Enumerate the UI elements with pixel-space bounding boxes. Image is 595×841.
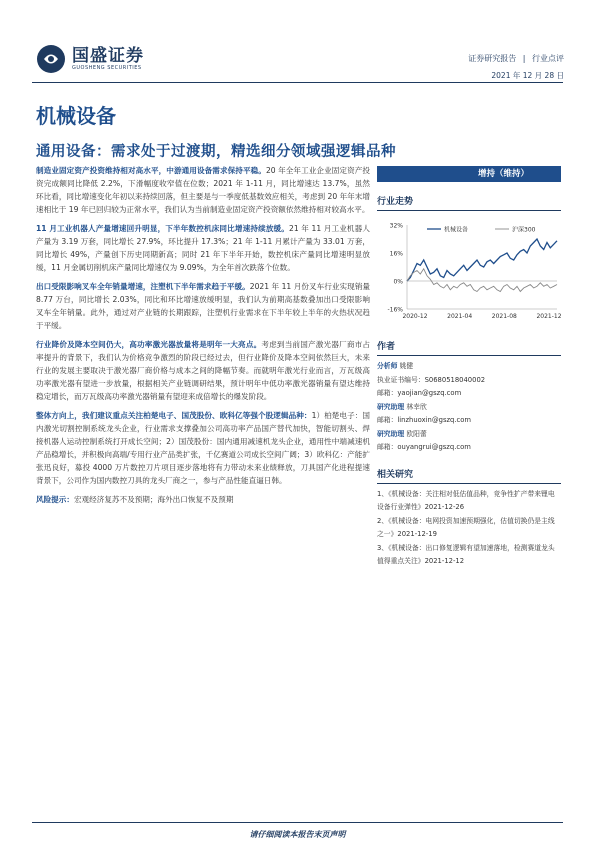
paragraph-text: 1）柏楚电子：国内激光切割控制系统龙头企业，行业需求支撑叠加公司高功率产品国产替代加快，智能切割头、焊接机器人运动控制系统打开成长空间；2）国茂股份：国内通用减速机龙头企业，通用性中端减速机产品稳增长，并积极向高端/专用行业产品类扩张，千亿赛道公司成长空间广阔；3）欧科亿：产能扩张迅良好，募投 4000 万片数控刀片项目逐步落地将有力带动未来业绩释放，刀具国产化进程提速背景下，公司作为国内数控刀具的龙头厂商之一，参与产品性能直逼日韩。 — [36, 411, 370, 485]
paragraph — [36, 222, 370, 274]
header-rule — [32, 82, 563, 83]
series-line-machinery — [407, 239, 557, 281]
author-role: 邮箱： — [377, 416, 398, 424]
author-role: 分析师 — [377, 362, 398, 370]
paragraph — [36, 280, 370, 332]
paragraph — [36, 338, 370, 403]
paragraph-lead: 11 月工业机器人产量增速回升明显，下半年数控机床同比增速持续放缓。 — [36, 224, 290, 233]
author-line — [377, 374, 561, 388]
trend-chart — [377, 217, 561, 327]
author-role: 邮箱： — [377, 389, 398, 397]
author-line — [377, 401, 561, 415]
related-item[interactable]: 3、《机械设备：出口修复逻辑有望加速落地，检测赛道龙头值得重点关注》2021-12-12 — [377, 543, 555, 565]
y-tick-label: 16% — [389, 250, 403, 258]
author-role: 研究助理 — [377, 402, 405, 411]
paragraph-text: 考虑到当前国产激光器厂商市占率提升的背景下，我们认为价格竞争激烈的阶段已经过去，但行业降价及降本空间依然巨大，未来行业的发展主要取决于激光器厂商价格与成本之间的降幅节奏。而就明年激光行业而言，万瓦级高功率激光器有望进一步放量，根据相关产业链调研结果，预计明年中低功率激光器销量有望达维持稳定增长，而万瓦级高功率激光器销量有望迎来成倍增长的爆发阶段。 — [36, 340, 370, 401]
sidebar — [377, 166, 561, 569]
report-type: 证券研究报告 — [468, 54, 517, 63]
paragraph — [36, 409, 370, 487]
author-role: 执业证书编号： — [377, 375, 425, 384]
author-email: linzhuoxin@gszq.com — [397, 416, 472, 424]
logo-en-text: GUOSHENG SECURITIES — [72, 65, 142, 71]
author-role: 研究助理 — [377, 429, 405, 438]
author-name: 姚健 — [399, 362, 414, 370]
related-list — [377, 488, 561, 569]
author-name: 林幸欣 — [406, 402, 427, 411]
author-line — [377, 360, 561, 374]
y-tick-label: 0% — [393, 278, 403, 286]
paragraph-text: 宏观经济复苏不及预期；海外出口恢复不及预期 — [73, 495, 234, 504]
guosheng-logo-icon — [36, 44, 66, 74]
paragraph-text: 20 年全年工业企业固定资产投资完成额同比降低 2.2%，下滑幅度收窄值在位数；2021 年 1-11 月，同比增速达 13.7%，虽然环比看，同比增速变化年初以来持续回落，但主要是与一季度低基数效应相关，考虑到 20 年年末增速相比于 19 年已回归较为正常水平，我们认为当前制造业固定资产投资额依然维持相对较高水平。 — [36, 166, 371, 214]
main-body — [36, 164, 370, 512]
author-email: yaojian@gszq.com — [397, 389, 462, 397]
author-line — [377, 414, 561, 428]
report-headline: 通用设备：需求处于过渡期，精选细分领域强逻辑品种 — [36, 144, 396, 160]
authors-list — [377, 360, 561, 455]
author-name: 欧阳蕾 — [406, 429, 427, 438]
author-line — [377, 387, 561, 401]
report-date: 2021 年 12 月 28 日 — [491, 71, 564, 80]
meta-divider: | — [522, 54, 526, 63]
author-role: 邮箱： — [377, 443, 398, 451]
logo-cn-text: 国盛证券 — [72, 46, 144, 66]
industry-title: 机械设备 — [36, 104, 116, 128]
paragraph-lead: 风险提示： — [36, 495, 74, 504]
author-line — [377, 441, 561, 455]
author-email: ouyangrui@gszq.com — [397, 443, 471, 451]
paragraph-lead: 行业降价及降本空间仍大，高功率激光器放量将是明年一大亮点。 — [36, 340, 262, 349]
footer-disclaimer: 请仔细阅读本报告末页声明 — [249, 830, 346, 839]
x-tick-label: 2020-12 — [402, 313, 428, 320]
legend-label: 沪深300 — [512, 226, 536, 234]
paragraph-lead: 整体方向上，我们建议重点关注柏楚电子、国茂股份、欧科亿等强个股逻辑品种： — [36, 411, 312, 420]
related-item[interactable]: 1、《机械设备：关注相对低估值品种，竞争性扩产带来锂电设备行业弹性》2021-12-26 — [377, 489, 555, 511]
related-heading: 相关研究 — [377, 467, 561, 484]
legend-label: 机械设备 — [444, 226, 469, 234]
paragraph-text: 2021 年 11 月份叉车行业实现销量 8.77 万台，同比增长 2.03%，同比和环比增速放缓明显，我们认为前期高基数叠加出口受限影响叉车全年销量。此外，通过对产业链的长期跟踪，注塑机行业需求在下半年较上半年的火热状况趋于平缓。 — [36, 282, 371, 330]
paragraph — [36, 164, 370, 216]
x-tick-label: 2021-12 — [536, 313, 561, 320]
risk-warning — [36, 493, 370, 506]
rating-badge: 增持（维持） — [377, 166, 561, 182]
paragraph-lead: 出口受限影响叉车全年销量增速，注塑机下半年需求趋于平缓。 — [36, 282, 250, 291]
footer-rule — [32, 822, 563, 823]
author-value: S0680518040002 — [424, 375, 486, 384]
author-line — [377, 428, 561, 442]
paragraph-text: 21 年 11 月工业机器人产量为 3.19 万套，同比增长 27.9%，环比提升 17.3%；21 年 1-11 月累计产量为 33.01 万套，同比增长 49%，产量创下历史同期新高；同时 21 年下半年开始，数控机床产量同比增速明显放缓，11 月金属切削机床产量同比增速仅为 9.09%，为全年首次跌落个位数。 — [36, 224, 370, 272]
x-tick-label: 2021-08 — [491, 313, 517, 320]
trend-heading: 行业走势 — [377, 194, 561, 211]
report-kind: 行业点评 — [532, 54, 564, 63]
authors-heading: 作者 — [377, 339, 561, 356]
report-meta — [468, 53, 564, 81]
x-tick-label: 2021-04 — [447, 313, 473, 320]
paragraph-lead: 制造业固定资产投资维持相对高水平，中游通用设备需求保持平稳。 — [36, 166, 266, 175]
y-tick-label: -16% — [387, 306, 403, 314]
trend-chart-svg — [377, 217, 561, 327]
related-item[interactable]: 2、《机械设备：电网投资加速预期强化，估值切换仍是主线之一》2021-12-19 — [377, 516, 555, 538]
company-logo — [36, 44, 174, 74]
y-tick-label: 32% — [389, 222, 403, 230]
